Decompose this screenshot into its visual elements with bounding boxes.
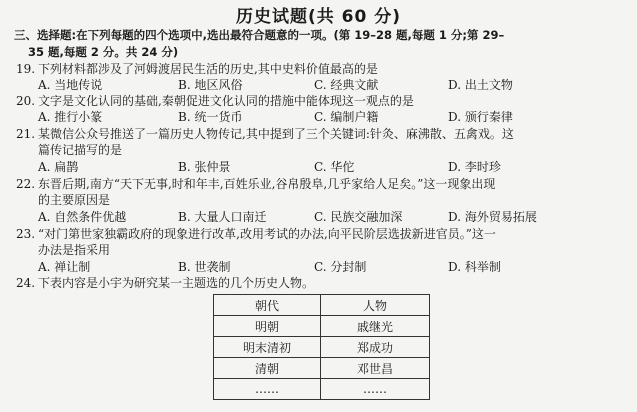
question-21 bbox=[16, 126, 628, 158]
option-a: A. 扁鹊 bbox=[38, 160, 79, 174]
table-cell: 戚继光 bbox=[321, 316, 430, 337]
question-19-options bbox=[38, 77, 628, 93]
question-stem-cont: 办法是指采用 bbox=[38, 243, 111, 257]
option-c: C. 编制户籍 bbox=[314, 110, 379, 124]
table-row bbox=[214, 358, 430, 379]
option-a: A. 当地传说 bbox=[38, 78, 103, 92]
question-22-options bbox=[38, 209, 628, 225]
option-b: B. 世袭制 bbox=[178, 260, 231, 274]
table-row bbox=[214, 337, 430, 358]
option-d: D. 科举制 bbox=[448, 260, 501, 274]
table-cell: 清朝 bbox=[214, 358, 321, 379]
option-c: C. 经典文献 bbox=[314, 78, 379, 92]
header-person: 人物 bbox=[321, 295, 430, 316]
option-b: B. 地区风俗 bbox=[178, 78, 243, 92]
question-19 bbox=[16, 61, 628, 77]
exam-title: 历史试题(共 60 分) bbox=[235, 7, 402, 27]
option-d: D. 李时珍 bbox=[448, 160, 501, 174]
table-cell: …… bbox=[321, 379, 430, 400]
question-stem-cont: 篇传记描写的是 bbox=[38, 143, 123, 157]
option-d: D. 颁行秦律 bbox=[448, 110, 513, 124]
table-cell: 明末清初 bbox=[214, 337, 321, 358]
question-stem: 文字是文化认同的基础,秦朝促进文化认同的措施中能体现这一观点的是 bbox=[38, 94, 414, 108]
question-number: 22. bbox=[16, 177, 36, 191]
option-c: C. 民族交融加深 bbox=[314, 210, 403, 224]
option-b: B. 统一货币 bbox=[178, 110, 243, 124]
option-a: A. 推行小篆 bbox=[38, 110, 103, 124]
question-stem: “对门第世家独霸政府的现象进行改革,改用考试的办法,向平民阶层选拔新进官员。”这一 bbox=[38, 227, 496, 241]
section-instructions-line-1: 三、选择题:在下列每题的四个选项中,选出最符合题意的一项。(第 19–28 题,每题 1 分;第 29– bbox=[14, 28, 505, 42]
question-number: 19. bbox=[16, 62, 36, 76]
question-20-options bbox=[38, 109, 628, 125]
question-stem: 某微信公众号推送了一篇历史人物传记,其中提到了三个关键词:针灸、麻沸散、五禽戏。这 bbox=[38, 127, 514, 141]
option-c: C. 分封制 bbox=[314, 260, 367, 274]
option-d: D. 海外贸易拓展 bbox=[448, 210, 537, 224]
question-stem: 东晋后期,南方“天下无事,时和年丰,百姓乐业,谷帛殷阜,几乎家给人足矣。”这一现象出现 bbox=[38, 177, 496, 191]
question-number: 24. bbox=[16, 276, 36, 290]
question-number: 20. bbox=[16, 94, 36, 108]
option-b: B. 张仲景 bbox=[178, 160, 231, 174]
question-number: 23. bbox=[16, 227, 36, 241]
question-22 bbox=[16, 176, 628, 208]
historical-figures-table bbox=[213, 294, 430, 400]
question-23-options bbox=[38, 259, 628, 275]
option-b: B. 大量人口南迁 bbox=[178, 210, 267, 224]
question-23 bbox=[16, 226, 628, 258]
question-number: 21. bbox=[16, 127, 36, 141]
table-cell: 明朝 bbox=[214, 316, 321, 337]
table-cell: 邓世昌 bbox=[321, 358, 430, 379]
option-a: A. 自然条件优越 bbox=[38, 210, 127, 224]
table-cell: 郑成功 bbox=[321, 337, 430, 358]
section-instructions-line-2: 35 题,每题 2 分。共 24 分) bbox=[28, 45, 179, 59]
table-cell: …… bbox=[214, 379, 321, 400]
question-stem-cont: 的主要原因是 bbox=[38, 193, 111, 207]
question-20 bbox=[16, 93, 628, 109]
table-row bbox=[214, 316, 430, 337]
table-row bbox=[214, 379, 430, 400]
option-a: A. 禅让制 bbox=[38, 260, 91, 274]
question-24 bbox=[16, 275, 628, 291]
header-dynasty: 朝代 bbox=[214, 295, 321, 316]
question-stem: 下列材料都涉及了河姆渡居民生活的历史,其中史料价值最高的是 bbox=[38, 62, 378, 76]
question-21-options bbox=[38, 159, 628, 175]
option-c: C. 华佗 bbox=[314, 160, 355, 174]
question-stem: 下表内容是小宇为研究某一主题选的几个历史人物。 bbox=[38, 276, 315, 290]
section-instructions bbox=[14, 27, 624, 61]
option-d: D. 出土文物 bbox=[448, 78, 513, 92]
table-header-row bbox=[214, 295, 430, 316]
